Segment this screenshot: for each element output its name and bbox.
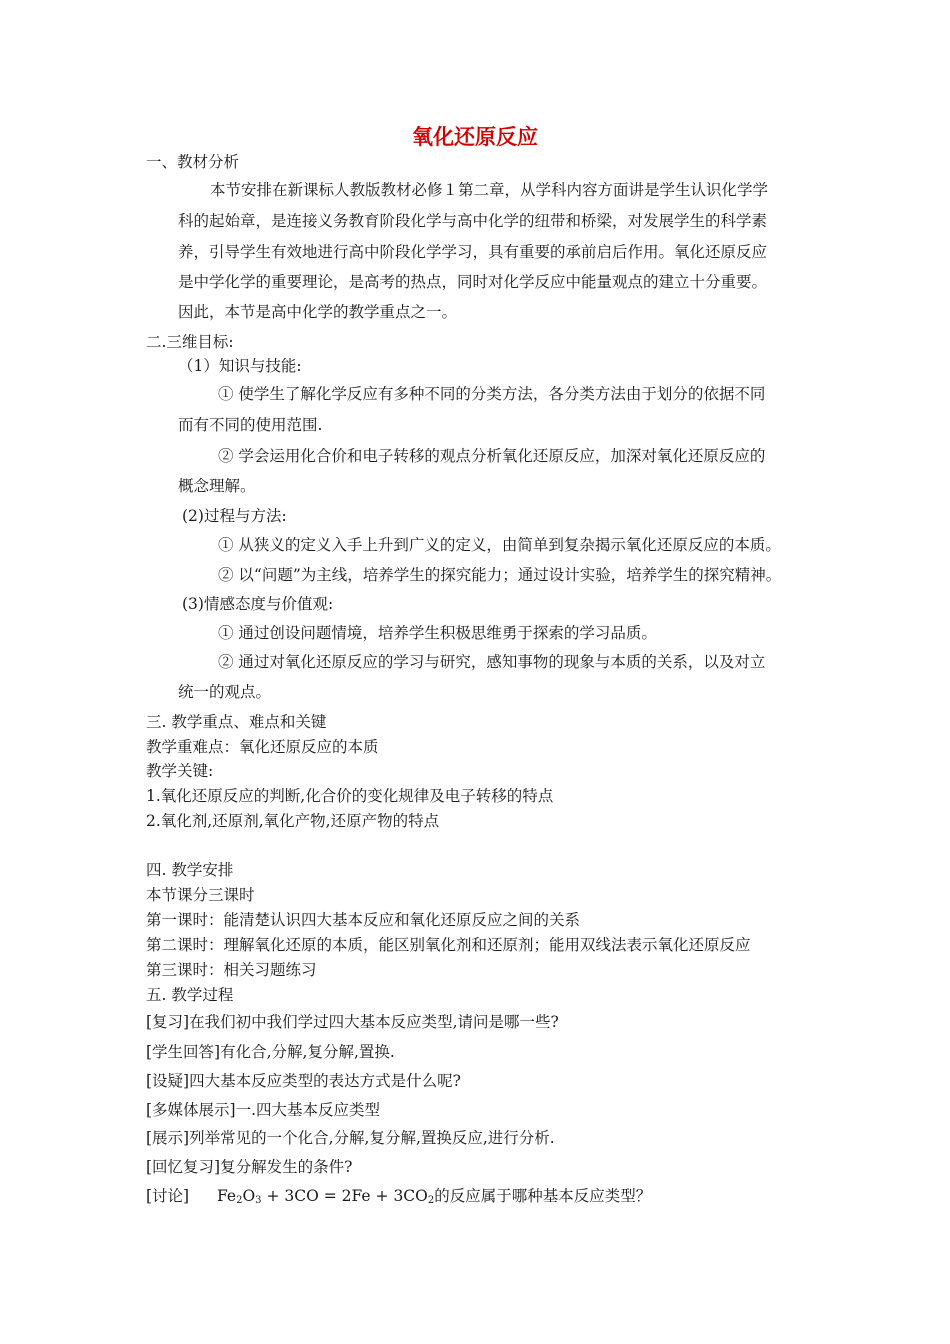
text-line: [设疑]四大基本反应类型的表达方式是什么呢? [146, 1072, 461, 1090]
list-item: ① 使学生了解化学反应有多种不同的分类方法，各分类方法由于划分的依据不同 [218, 385, 766, 403]
text-line: 1.氧化还原反应的判断,化合价的变化规律及电子转移的特点 [146, 787, 554, 805]
text-line: [学生回答]有化合,分解,复分解,置换. [146, 1043, 395, 1061]
text-line: 第一课时：能清楚认识四大基本反应和氧化还原反应之间的关系 [146, 911, 581, 929]
subheading-process-methods: (2)过程与方法: [182, 507, 287, 525]
list-item: ② 通过对氧化还原反应的学习与研究，感知事物的现象与本质的关系，以及对立 [218, 653, 766, 671]
list-item-continued: 而有不同的使用范围. [178, 416, 323, 434]
section-heading-teaching-process: 五. 教学过程 [146, 986, 234, 1004]
text-line: [多媒体展示]一.四大基本反应类型 [146, 1101, 381, 1119]
list-item: ① 从狭义的定义入手上升到广义的定义，由简单到复杂揭示氧化还原反应的本质。 [218, 536, 781, 554]
subheading-attitudes-values: (3)情感态度与价值观: [182, 595, 334, 613]
section-heading-textbook-analysis: 一、教材分析 [146, 153, 240, 171]
list-item: ① 通过创设问题情境，培养学生积极思维勇于探索的学习品质。 [218, 624, 657, 642]
paragraph-line: 因此，本节是高中化学的教学重点之一。 [178, 303, 458, 321]
list-item-continued: 概念理解。 [178, 477, 256, 495]
text-line: 第二课时：理解氧化还原的本质，能区别氧化剂和还原剂；能用双线法表示氧化还原反应 [146, 936, 751, 954]
text-line: 2.氧化剂,还原剂,氧化产物,还原产物的特点 [146, 812, 440, 830]
paragraph-line: 是中学化学的重要理论，是高考的热点，同时对化学反应中能量观点的建立十分重要。 [178, 273, 768, 291]
chemical-equation: $Fe_2O_3 + 3CO = 2Fe + 3CO_2$ [216, 1187, 435, 1206]
subheading-knowledge-skills: （1）知识与技能: [178, 357, 302, 375]
list-item: ② 以“问题”为主线，培养学生的探究能力；通过设计实验，培养学生的探究精神。 [218, 566, 782, 584]
section-heading-key-points: 三. 教学重点、难点和关键 [146, 713, 327, 731]
text-line: 教学重难点：氧化还原反应的本质 [146, 738, 379, 756]
text-line: 本节课分三课时 [146, 886, 255, 904]
text-line: 第三课时：相关习题练习 [146, 961, 317, 979]
paragraph-line: 本节安排在新课标人教版教材必修１第二章，从学科内容方面讲是学生认识化学学 [210, 181, 769, 199]
paragraph-line: 养，引导学生有效地进行高中阶段化学学习，具有重要的承前启后作用。氧化还原反应 [178, 243, 768, 261]
list-item-continued: 统一的观点。 [178, 683, 272, 701]
text-line: [回忆复习]复分解发生的条件? [146, 1158, 353, 1176]
discussion-question: 的反应属于哪种基本反应类型？ [434, 1187, 652, 1205]
text-line: [展示]列举常见的一个化合,分解,复分解,置换反应,进行分析. [146, 1129, 555, 1147]
document-title: 氧化还原反应 [412, 125, 538, 149]
section-heading-schedule: 四. 教学安排 [146, 861, 234, 879]
list-item: ② 学会运用化合价和电子转移的观点分析氧化还原反应，加深对氧化还原反应的 [218, 447, 766, 465]
section-heading-objectives: 二.三维目标: [146, 333, 234, 351]
discussion-line [146, 1186, 651, 1206]
paragraph-line: 科的起始章，是连接义务教育阶段化学与高中化学的纽带和桥梁，对发展学生的科学素 [178, 212, 768, 230]
text-line: 教学关键: [146, 762, 214, 780]
text-line: [复习]在我们初中我们学过四大基本反应类型,请问是哪一些? [146, 1013, 559, 1031]
discussion-label: [讨论] [146, 1187, 190, 1205]
